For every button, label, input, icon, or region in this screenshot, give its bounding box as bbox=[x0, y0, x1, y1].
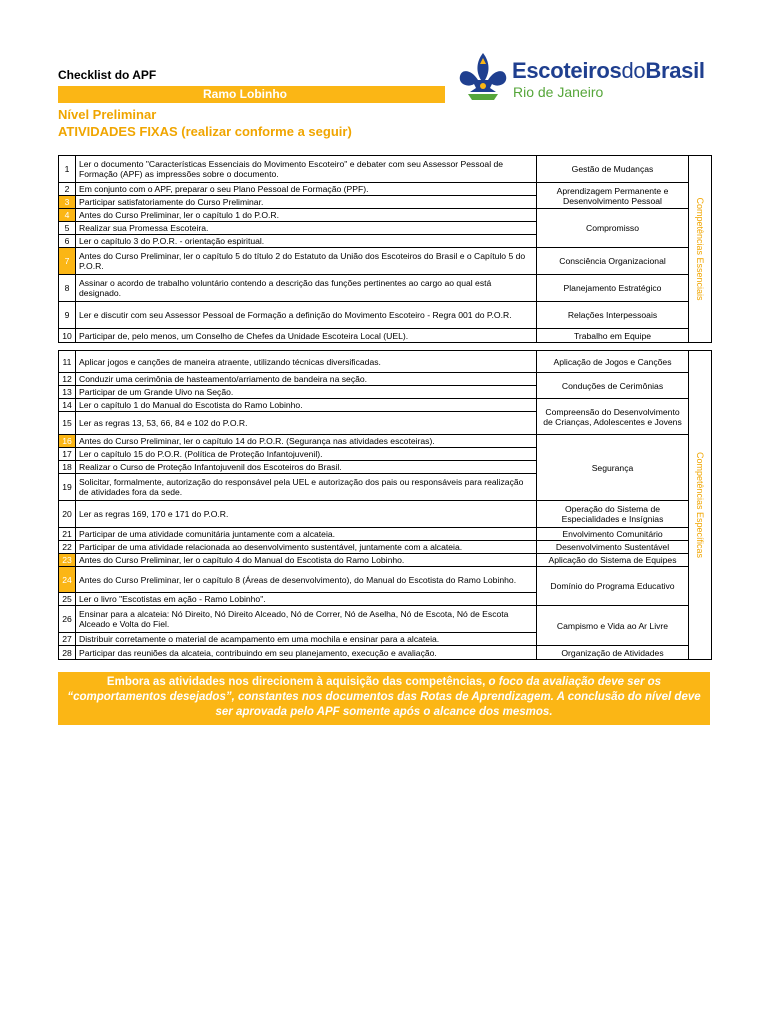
side-label: Competências Específicas bbox=[695, 451, 705, 559]
competency-cell: Relações Interpessoais bbox=[537, 302, 689, 329]
competency-cell: Consciência Organizacional bbox=[537, 248, 689, 275]
competency-cell: Aplicação de Jogos e Canções bbox=[537, 351, 689, 373]
specific-competencies-table bbox=[58, 350, 712, 660]
activity-text: Solicitar, formalmente, autorização do responsável pela UEL e autorização dos pais ou responsáveis para realização de atividades fora da sede. bbox=[76, 474, 537, 501]
activity-text: Antes do Curso Preliminar, ler o capítulo 4 do Manual do Escotista do Ramo Lobinho. bbox=[76, 554, 537, 567]
row-number: 5 bbox=[59, 222, 76, 235]
row-number: 26 bbox=[59, 606, 76, 633]
activity-text: Participar de um Grande Uivo na Seção. bbox=[76, 386, 537, 399]
row-number: 2 bbox=[59, 183, 76, 196]
ramo-bar bbox=[58, 86, 445, 103]
row-number: 15 bbox=[59, 412, 76, 435]
note-part2: o foco da avaliação deve ser os “comportamentos desejados”, constantes nos documentos das Rotas de Aprendizagem. A conclusão do nível deve ser aprovada pelo APF somente após o alcance dos mesmos. bbox=[67, 676, 701, 718]
activity-text: Realizar o Curso de Proteção Infantojuvenil dos Escoteiros do Brasil. bbox=[76, 461, 537, 474]
activity-text: Ler o capítulo 3 do P.O.R. - orientação espiritual. bbox=[76, 235, 537, 248]
competency-cell: Domínio do Programa Educativo bbox=[537, 567, 689, 606]
competency-cell: Compromisso bbox=[537, 209, 689, 248]
competency-cell: Aplicação do Sistema de Equipes bbox=[537, 554, 689, 567]
row-number: 12 bbox=[59, 373, 76, 386]
activity-text: Assinar o acordo de trabalho voluntário contendo a descrição das funções pertinentes ao cargo ao qual está designado. bbox=[76, 275, 537, 302]
row-number: 6 bbox=[59, 235, 76, 248]
competency-cell: Organização de Atividades bbox=[537, 646, 689, 660]
activity-text: Antes do Curso Preliminar, ler o capítulo 1 do P.O.R. bbox=[76, 209, 537, 222]
row-number: 4 bbox=[59, 209, 76, 222]
row-number: 14 bbox=[59, 399, 76, 412]
row-number: 28 bbox=[59, 646, 76, 660]
activity-text: Antes do Curso Preliminar, ler o capítulo 14 do P.O.R. (Segurança nas atividades escoteiras). bbox=[76, 435, 537, 448]
row-number: 24 bbox=[59, 567, 76, 593]
activity-text: Ler o livro "Escotistas em ação - Ramo Lobinho". bbox=[76, 593, 537, 606]
activity-text: Ler o capítulo 15 do P.O.R. (Política de Proteção Infantojuvenil). bbox=[76, 448, 537, 461]
activity-text: Antes do Curso Preliminar, ler o capítulo 5 do título 2 do Estatuto da União dos Escoteiros do Brasil e o Capítulo 5 do P.O.R. bbox=[76, 248, 537, 275]
activity-text: Conduzir uma cerimônia de hasteamento/arriamento de bandeira na seção. bbox=[76, 373, 537, 386]
row-number: 16 bbox=[59, 435, 76, 448]
activity-text: Participar satisfatoriamente do Curso Preliminar. bbox=[76, 196, 537, 209]
nivel-label: Nível Preliminar bbox=[58, 107, 157, 122]
competency-cell: Trabalho em Equipe bbox=[537, 329, 689, 343]
side-label-cell bbox=[689, 351, 712, 660]
activity-text: Ensinar para a alcateia: Nó Direito, Nó Direito Alceado, Nó de Correr, Nó de Aselha, Nó de Escota, Nó de Escota Alceado e Volta do Fiel. bbox=[76, 606, 537, 633]
row-number: 9 bbox=[59, 302, 76, 329]
row-number: 20 bbox=[59, 501, 76, 528]
competency-cell: Segurança bbox=[537, 435, 689, 501]
competency-cell: Campismo e Vida ao Ar Livre bbox=[537, 606, 689, 646]
activity-text: Antes do Curso Preliminar, ler o capítulo 8 (Áreas de desenvolvimento), do Manual do Escotista do Ramo Lobinho. bbox=[76, 567, 537, 593]
activity-text: Ler as regras 13, 53, 66, 84 e 102 do P.O.R. bbox=[76, 412, 537, 435]
activity-text: Ler e discutir com seu Assessor Pessoal de Formação a definição do Movimento Escoteiro - Regra 001 do P.O.R. bbox=[76, 302, 537, 329]
activity-text: Aplicar jogos e canções de maneira atraente, utilizando técnicas diversificadas. bbox=[76, 351, 537, 373]
competency-cell: Planejamento Estratégico bbox=[537, 275, 689, 302]
row-number: 27 bbox=[59, 633, 76, 646]
row-number: 25 bbox=[59, 593, 76, 606]
logo-region: Rio de Janeiro bbox=[513, 84, 604, 100]
ramo-label: Ramo Lobinho bbox=[203, 87, 287, 101]
row-number: 17 bbox=[59, 448, 76, 461]
activity-text: Ler as regras 169, 170 e 171 do P.O.R. bbox=[76, 501, 537, 528]
activity-text: Ler o capítulo 1 do Manual do Escotista do Ramo Lobinho. bbox=[76, 399, 537, 412]
competency-cell: Conduções de Cerimônias bbox=[537, 373, 689, 399]
activity-text: Ler o documento "Características Essenciais do Movimento Escoteiro" e debater com seu Assessor Pessoal de Formação (APF) as impressões sobre o documento. bbox=[76, 156, 537, 183]
row-number: 1 bbox=[59, 156, 76, 183]
row-number: 8 bbox=[59, 275, 76, 302]
competency-cell: Desenvolvimento Sustentável bbox=[537, 541, 689, 554]
row-number: 23 bbox=[59, 554, 76, 567]
page-title: Checklist do APF bbox=[58, 68, 157, 82]
row-number: 7 bbox=[59, 248, 76, 275]
fleur-de-lis-icon bbox=[456, 50, 510, 106]
activity-text: Participar de uma atividade relacionada ao desenvolvimento sustentável, juntamente com a alcateia. bbox=[76, 541, 537, 554]
row-number: 19 bbox=[59, 474, 76, 501]
activity-text: Participar das reuniões da alcateia, contribuindo em seu planejamento, execução e avaliação. bbox=[76, 646, 537, 660]
activity-text: Distribuir corretamente o material de acampamento em uma mochila e ensinar para a alcateia. bbox=[76, 633, 537, 646]
competency-cell: Compreensão do Desenvolvimento de Crianças, Adolescentes e Jovens bbox=[537, 399, 689, 435]
competency-cell: Gestão de Mudanças bbox=[537, 156, 689, 183]
row-number: 21 bbox=[59, 528, 76, 541]
row-number: 18 bbox=[59, 461, 76, 474]
competency-cell: Aprendizagem Permanente e Desenvolvimento Pessoal bbox=[537, 183, 689, 209]
side-label-cell bbox=[689, 156, 712, 343]
atividades-heading: ATIVIDADES FIXAS (realizar conforme a seguir) bbox=[58, 124, 352, 139]
activity-text: Em conjunto com o APF, preparar o seu Plano Pessoal de Formação (PPF). bbox=[76, 183, 537, 196]
row-number: 10 bbox=[59, 329, 76, 343]
activity-text: Realizar sua Promessa Escoteira. bbox=[76, 222, 537, 235]
escoteiros-logo bbox=[456, 50, 716, 110]
row-number: 22 bbox=[59, 541, 76, 554]
note-part1: Embora as atividades nos direcionem à aquisição das competências, bbox=[106, 676, 489, 688]
row-number: 3 bbox=[59, 196, 76, 209]
essential-competencies-table bbox=[58, 155, 712, 343]
competency-cell: Operação do Sistema de Especialidades e Insígnias bbox=[537, 501, 689, 528]
activity-text: Participar de uma atividade comunitária juntamente com a alcateia. bbox=[76, 528, 537, 541]
side-label: Competências Essenciais bbox=[695, 197, 705, 301]
evaluation-note bbox=[58, 672, 710, 725]
competency-cell: Envolvimento Comunitário bbox=[537, 528, 689, 541]
logo-wordmark: EscoteirosdoBrasil bbox=[512, 58, 705, 83]
row-number: 13 bbox=[59, 386, 76, 399]
activity-text: Participar de, pelo menos, um Conselho de Chefes da Unidade Escoteira Local (UEL). bbox=[76, 329, 537, 343]
row-number: 11 bbox=[59, 351, 76, 373]
